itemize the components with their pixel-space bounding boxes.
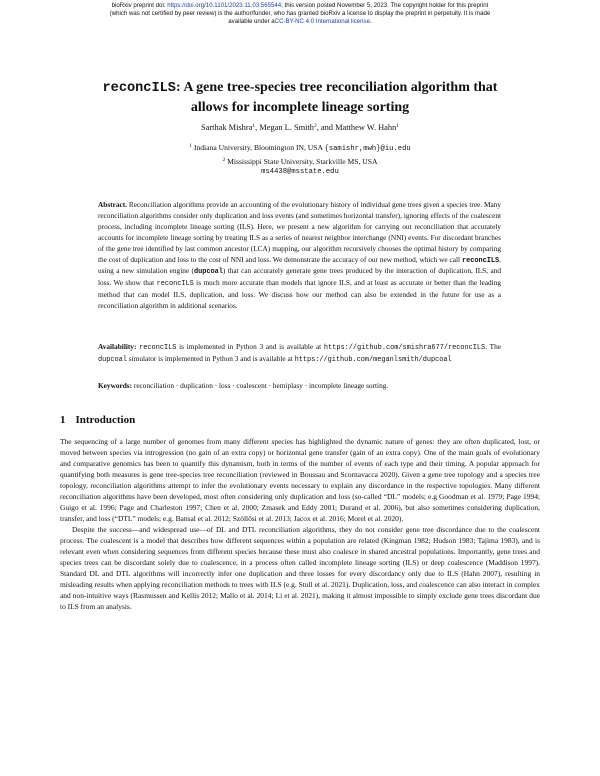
author-name: Sarthak Mishra xyxy=(200,123,253,132)
header-line-1 xyxy=(0,2,600,10)
paper-title xyxy=(60,78,540,117)
availability-text: . The xyxy=(485,342,501,351)
author-name: Matthew W. Hahn xyxy=(335,123,397,132)
tool-name: dupcoal xyxy=(193,268,223,277)
abstract xyxy=(98,200,501,312)
availability-text: simulator is implemented in Python 3 and is available at xyxy=(126,353,295,363)
repository-link[interactable]: https://github.com/meganlsmith/dupcoal xyxy=(294,355,452,364)
title-line-2: allows for incomplete lineage sorting xyxy=(190,100,410,115)
author-list xyxy=(0,123,600,132)
availability-label: Availability: xyxy=(98,342,137,351)
affiliation-text: Indiana University, Bloomington IN, USA xyxy=(193,143,325,152)
availability xyxy=(98,342,501,366)
keywords-text: reconciliation · duplication · loss · coalescent · hemiplasy · incomplete lineage sorting. xyxy=(132,381,389,390)
tool-name: dupcoal xyxy=(98,355,127,364)
author-affiliation-mark: 1 xyxy=(396,123,400,129)
abstract-text: , using a new simulation engine ( xyxy=(98,254,501,276)
affiliation-mark: 2 xyxy=(222,157,226,163)
repository-link[interactable]: https://github.com/smishra677/reconcILS xyxy=(323,344,486,352)
title-text: : A gene tree-species tree reconciliation algorithm that xyxy=(175,80,498,95)
header-line-3 xyxy=(0,18,600,26)
paragraph: The sequencing of a large number of genomes from many different species has highlighted the dynamic nature of genes: they are often duplicated, lost, or moved between species via introgression (no gain of an extra copy) or horizontal gene transfer (gain of an extra copy). One of the main goals of evolutionary and comparative genomics has been to quantify this dynamism, both in terms of the number of events of each type and their timing. A popular approach for quantifying both measures is gene tree-species tree reconciliation (reviewed in Boussau and Scornavacca 2020). Given a gene tree topology and a species tree topology, reconciliation algorithms attempt to infer the evolutionary events necessary to explain any discordance in the respective topologies. Many different reconciliation algorithms have been developed, most often considering only duplication and loss (so-called “DL” models; e.g Goodman et al. 1979; Page 1994; Guigo et al. 1996; Page and Charleston 1997; Chen et al. 2000; Zmasek and Eddy 2001; Durand et al. 2006), but also sometimes considering duplication, transfer, and loss (“DTL” models; e.g. Bansal et al. 2012; Szöllősi et al. 2013; Jacox et al. 2016; Morel et al. 2020). xyxy=(60,437,540,524)
keywords xyxy=(98,381,501,390)
header-text: bioRxiv preprint doi: xyxy=(111,2,168,9)
affiliation-email: ms4438@msstate.edu xyxy=(261,168,339,176)
title-tool-name: reconcILS xyxy=(102,81,176,96)
affiliation-text: Mississippi State University, Starkville MS, USA xyxy=(227,157,378,166)
author-separator: , xyxy=(255,123,260,132)
header-text: . xyxy=(370,18,372,25)
author-separator: , and xyxy=(316,123,336,132)
header-text: available under a xyxy=(228,18,275,25)
license-link[interactable]: CC-BY-NC 4.0 International license xyxy=(274,18,370,25)
affiliation-email: {samishr,mwh}@iu.edu xyxy=(324,145,411,153)
keywords-label: Keywords: xyxy=(98,381,133,390)
section-title: Introduction xyxy=(75,414,136,426)
tool-name: reconcILS xyxy=(139,344,177,352)
author-name: Megan L. Smith xyxy=(259,123,314,132)
paragraph: Despite the success—and widespread use—of DL and DTL reconciliation algorithms, they do not consider gene tree discordance due to the coalescent process. The coalescent is a model that describes how different sequences within a population are related (Kingman 1982; Hudson 1983; Tajima 1983), and is relevant even when considering sequences from different species because these must also coalesce in shared ancestral populations. Importantly, gene trees and species trees can be discordant solely due to coalescence, in a process often called incomplete lineage sorting (ILS) or deep coalescence (Maddison 1997). Standard DL and DTL algorithms will incorrectly infer one duplication and three losses for every discordancy only due to ILS (Hahn 2007), resulting in misleading results when applying reconciliation methods to trees with ILS (e.g. Stull et al. 2021). Duplication, loss, and coalescence can also interact in complex and non-intuitive ways (Rasmussen and Kellis 2012; Mallo et al. 2014; Li et al. 2021), making it almost impossible to simply exclude gene trees discordant due to ILS from an analysis. xyxy=(60,525,540,612)
header-line-2: (which was not certified by peer review) is the author/funder, who has granted bioRxiv a license to display the preprint in perpetuity. It is made xyxy=(109,10,491,17)
affiliation-2 xyxy=(0,155,600,167)
doi-link[interactable]: https://doi.org/10.1101/2023.11.03.565544 xyxy=(167,2,282,9)
tool-name: reconcILS xyxy=(156,280,194,289)
abstract-text: is much more accurate than models that ignore ILS, and at least as accurate or better than the leading method that can model ILS, duplication, and loss. We discuss how our method can also be extended in the future for use as a reconciliation algorithm in additional scenarios. xyxy=(98,278,502,311)
introduction-body xyxy=(60,436,540,612)
abstract-text: ) that can accurately generate gene trees produced by the interaction of duplication, ILS, and loss. We show that xyxy=(98,266,501,288)
section-number: 1 xyxy=(60,414,66,426)
affiliation-1 xyxy=(0,141,600,155)
author-affiliation-mark: 1 xyxy=(252,123,256,129)
section-heading xyxy=(60,414,135,426)
tool-name: reconcILS xyxy=(461,256,500,265)
availability-text: is implemented in Python 3 and is available at xyxy=(176,342,324,351)
abstract-text: Reconciliation algorithms provide an accounting of the evolutionary history of individual gene trees given a species tree. Many reconciliation algorithms consider only duplication and loss events (and sometimes horizontal transfer), ignoring effects of the coalescent process, including incomplete lineage sorting (ILS). Here, we present a new algorithm for carrying out reconciliation that accurately accounts for incomplete lineage sorting by treating ILS as a series of nearest neighbor interchange (NNI) events. For discordant branches of the gene tree identified by last common ancestor (LCA) mapping, our algorithm recursively chooses the optimal history by comparing the cost of duplication and loss to the cost of NNI and loss. We demonstrate the accuracy of our new method, which we call xyxy=(98,200,501,264)
header-text: ; this version posted November 5, 2023. The copyright holder for this preprint xyxy=(281,2,489,9)
affiliations xyxy=(0,141,600,178)
affiliation-mark: 1 xyxy=(189,143,193,149)
abstract-label: Abstract. xyxy=(98,200,127,209)
author-affiliation-mark: 2 xyxy=(313,123,317,129)
preprint-header xyxy=(0,2,600,26)
